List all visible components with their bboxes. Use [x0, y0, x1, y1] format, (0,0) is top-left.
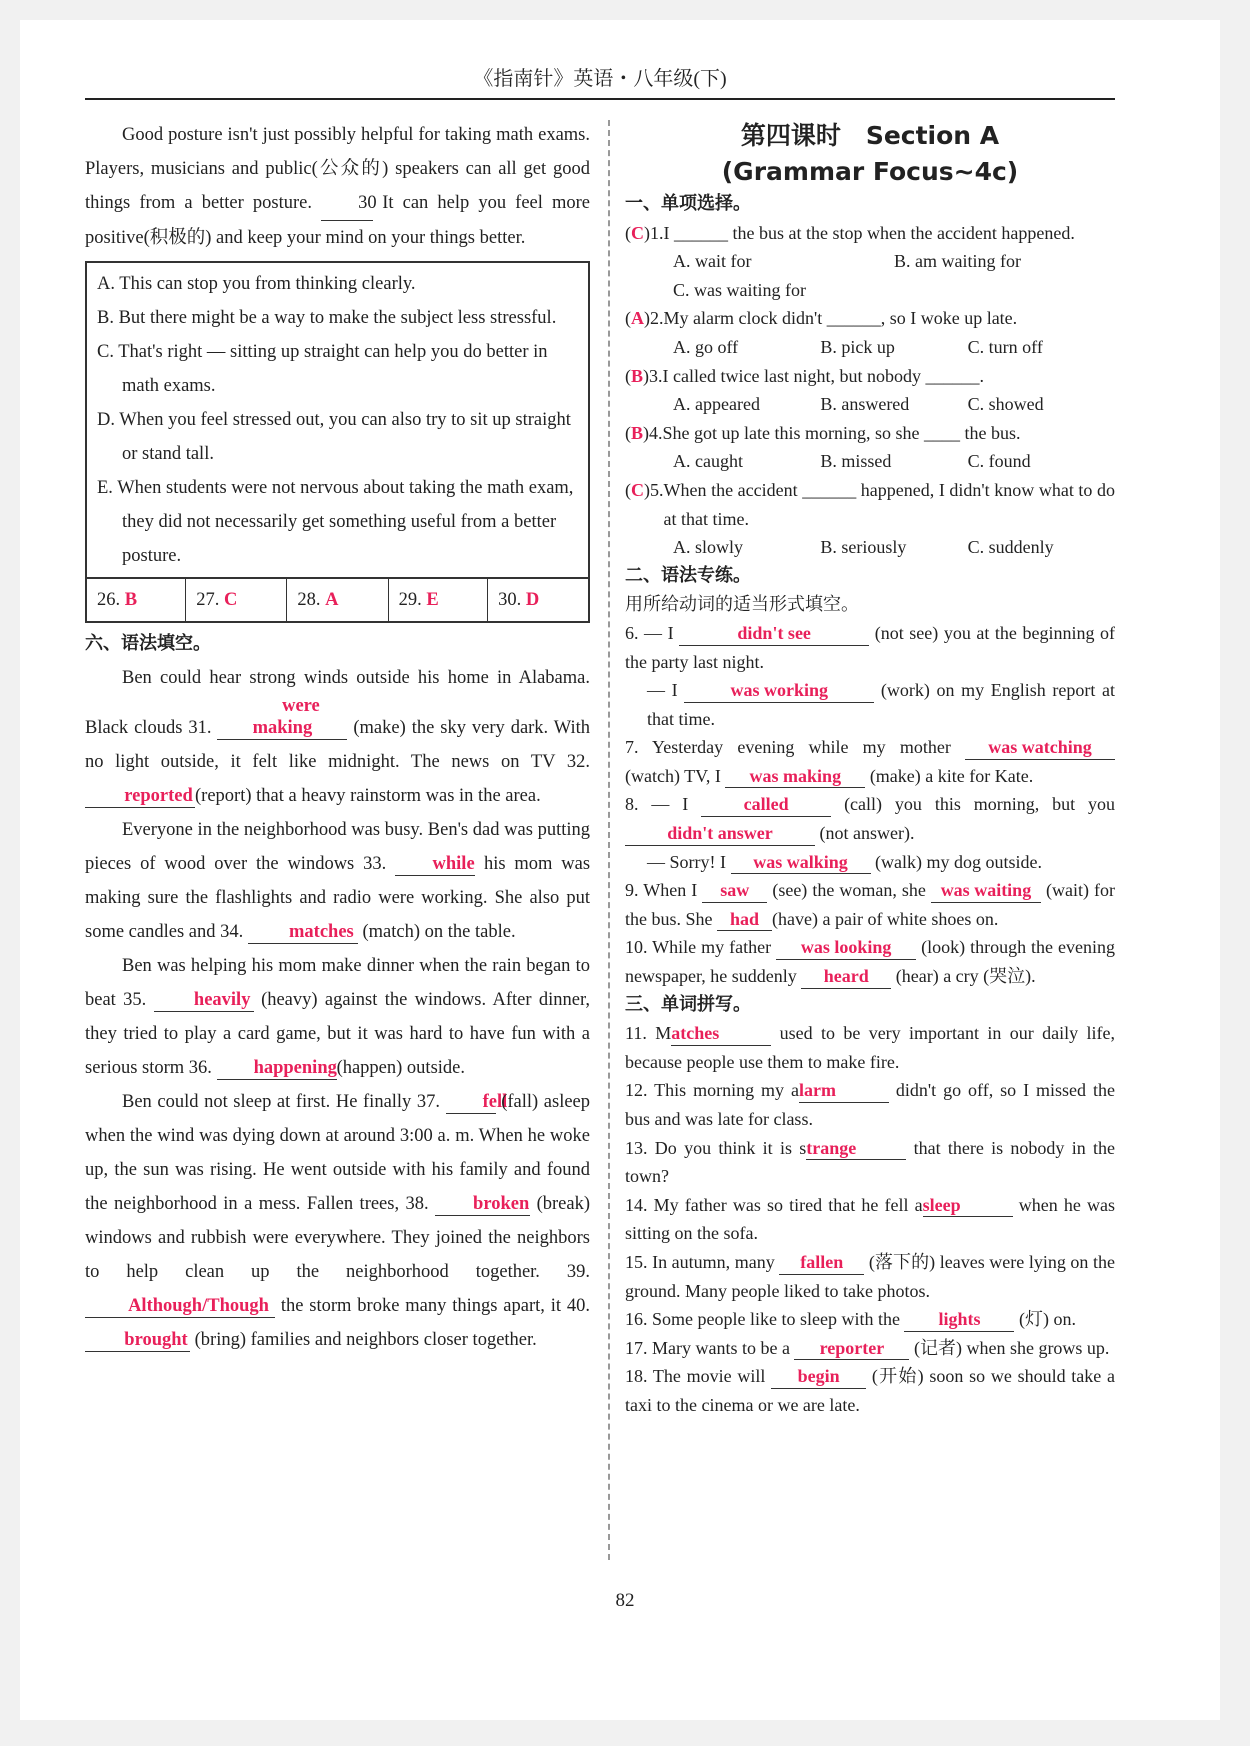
answer-34: matches	[248, 921, 358, 944]
spelling-item-13: 13. Do you think it is strange that there is nobody in the town?	[625, 1137, 1116, 1187]
answer-blank: begin	[771, 1366, 866, 1389]
spelling-item-18: 18. The movie will begin (开始) soon so we should take a taxi to the cinema or we are late.	[625, 1366, 1116, 1415]
section-1-heading: 一、单项选择。	[625, 193, 751, 214]
answer-blank: fallen	[779, 1252, 864, 1275]
spelling-item-11: 11. Matches used to be very important in our daily life, because people use them to make fire.	[625, 1023, 1115, 1072]
answer-31: were making	[217, 695, 347, 740]
answer-blank: trange	[806, 1138, 906, 1161]
answer-cell: 30. D	[488, 578, 588, 621]
answer-33: while	[395, 853, 475, 876]
section-2-heading: 二、语法专练。	[625, 564, 751, 586]
cloze-paragraph-4: Ben could not sleep at first. He finally 37. fell (fall) asleep when the wind was dying down at around 3:00 a. m. When he woke up, the sun was rising. He went outside with his family and found the neighborhood in a mess. Fallen trees, 38. broken (break) windows and rubbish were everywhere. They joined the neighbors to help clean up the neighborhood together. 39. Although/Though the storm broke many things apart, it 40. brought (bring) families and neighbors closer together.	[85, 1085, 590, 1357]
answer-40: brought	[85, 1329, 190, 1352]
mc-question-2: (A)2. My alarm clock didn't ______, so I woke up late. A. go off B. pick up C. turn off	[625, 308, 1043, 357]
spelling-item-17: 17. Mary wants to be a reporter (记者) when she grows up.	[625, 1334, 1115, 1363]
page-number: 82	[615, 1590, 635, 1611]
option-d: D. When you feel stressed out, you can also try to sit up straight or stand tall.	[97, 410, 571, 464]
answer-cell: 28. A	[287, 578, 388, 621]
answer-blank: didn't see	[679, 623, 869, 646]
blank-30: 30	[321, 186, 373, 221]
left-column	[85, 118, 590, 1357]
lesson-title: 第四课时 Section A	[740, 121, 1000, 150]
options-box	[85, 261, 590, 623]
column-divider	[608, 120, 610, 1560]
grammar-item-7: 7. Yesterday evening while my mother was watching (watch) TV, I was making (make) a kite for Kate.	[625, 733, 1115, 790]
answer-blank: saw	[702, 880, 767, 903]
grammar-item-8b: — Sorry! I was walking (walk) my dog outside.	[625, 848, 1115, 877]
answer-blank: was watching	[965, 737, 1115, 760]
answer-blank: was working	[684, 680, 874, 703]
answer-blank: heard	[801, 966, 891, 989]
answer-blank: reporter	[794, 1338, 909, 1361]
answer-blank: sleep	[923, 1195, 1013, 1218]
spelling-item-12: 12. This morning my alarm didn't go off, so I missed the bus and was late for class.	[625, 1080, 1115, 1129]
answer-blank: had	[717, 909, 772, 932]
mc-question-1: (C)1. I ______ the bus at the stop when the accident happened. A. wait for B. am waiting for C. was waiting for	[625, 222, 1075, 300]
spelling-item-14: 14. My father was so tired that he fell asleep when he was sitting on the sofa.	[625, 1194, 1115, 1244]
grammar-item-10: 10. While my father was looking (look) through the evening newspaper, he suddenly heard (hear) a cry (哭泣).	[625, 933, 1115, 990]
answer-38: broken	[435, 1193, 530, 1216]
answer-blank: called	[701, 794, 831, 817]
answer-blank: was walking	[731, 852, 871, 875]
answer-blank: was looking	[776, 937, 916, 960]
grammar-item-6a: 6. — I didn't see (not see) you at the beginning of the party last night.	[625, 622, 1116, 672]
spelling-item-15: 15. In autumn, many fallen (落下的) leaves were lying on the ground. Many people liked to take photos.	[625, 1251, 1115, 1301]
option-b: B. But there might be a way to make the subject less stressful.	[97, 308, 557, 328]
lesson-subtitle: (Grammar Focus~4c)	[721, 157, 1019, 186]
section-2-instruction: 用所给动词的适当形式填空。	[625, 594, 859, 615]
option-a: A. This can stop you from thinking clearly.	[97, 274, 416, 294]
answer-cell: 27. C	[186, 578, 287, 621]
answer-blank: larm	[799, 1080, 889, 1103]
section-6-heading: 六、语法填空。	[85, 633, 211, 654]
section-3-heading: 三、单词拼写。	[625, 993, 751, 1015]
answer-blank: atches	[671, 1023, 771, 1046]
answer-blank: didn't answer	[625, 823, 815, 846]
mc-question-4: (B)4. She got up late this morning, so she ____ the bus. A. caught B. missed C. found	[625, 422, 1031, 472]
answer-cell: 26. B	[87, 578, 186, 621]
option-e: E. When students were not nervous about taking the math exam, they did not necessarily get something useful from a better posture.	[97, 478, 574, 566]
answer-36: happening	[217, 1057, 337, 1080]
answer-blank: lights	[904, 1309, 1014, 1332]
mc-question-3: (B)3. I called twice last night, but nobody ______. A. appeared B. answered C. showed	[625, 365, 1044, 415]
mc-question-5: (C)5. When the accident ______ happened, I didn't know what to do at that time. A. slowly B. seriously C. suddenly	[625, 479, 1115, 558]
option-c: C. That's right — sitting up straight can help you do better in math exams.	[97, 342, 548, 396]
grammar-item-8a: 8. — I called (call) you this morning, but you didn't answer (not answer).	[625, 790, 1115, 847]
cloze-paragraph-3: Ben was helping his mom make dinner when the rain began to beat 35. heavily (heavy) against the windows. After dinner, they tried to play a card game, but it was hard to have fun with a serious storm 36. happening(happen) outside.	[85, 949, 590, 1085]
header-rule	[85, 98, 1115, 100]
grammar-item-9: 9. When I saw (see) the woman, she was waiting (wait) for the bus. She had (have) a pair of white shoes on.	[625, 876, 1115, 933]
answer-blank: was making	[725, 766, 865, 789]
cloze-paragraph-1: Ben could hear strong winds outside his home in Alabama. Black clouds 31. were making (make) the sky very dark. With no light outside, it felt like midnight. The news on TV 32. reported (report) that a heavy rainstorm was in the area.	[85, 661, 590, 813]
intro-paragraph: Good posture isn't just possibly helpful for taking math exams. Players, musicians and public(公众的) speakers can all get good things from a better posture. 30 It can help you feel more positive(积极的) and keep your mind on your things better.	[85, 125, 591, 248]
answer-39: Although/Though	[85, 1295, 275, 1318]
page-header: 《指南针》英语・八年级(下)	[473, 68, 727, 90]
cloze-paragraph-2: Everyone in the neighborhood was busy. Ben's dad was putting pieces of wood over the windows 33. while his mom was making sure the flashlights and radio were working. She also put some candles and 34. matches (match) on the table.	[85, 813, 590, 949]
answer-blank: was waiting	[931, 880, 1041, 903]
answer-35: heavily	[154, 989, 254, 1012]
answer-32: reported	[85, 785, 195, 808]
answer-cell: 29. E	[388, 578, 488, 621]
spelling-item-16: 16. Some people like to sleep with the lights (灯) on.	[625, 1305, 1115, 1334]
answer-37: fell	[446, 1091, 496, 1114]
right-column	[625, 118, 1115, 1420]
grammar-item-6b: — I was working (work) on my English report at that time.	[647, 680, 1116, 729]
answer-table	[87, 577, 588, 621]
